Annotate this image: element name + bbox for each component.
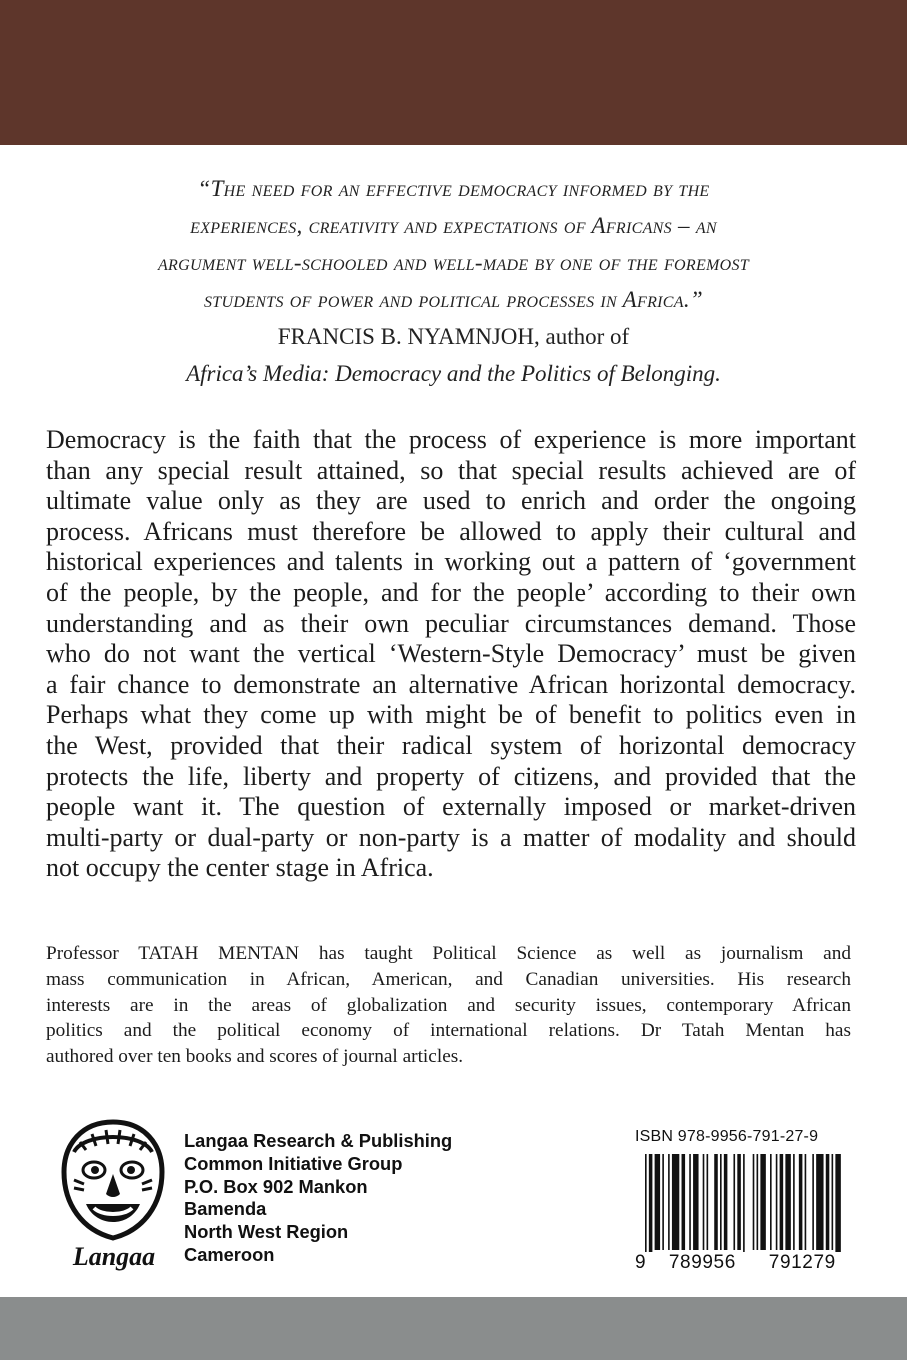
barcode-bar [693,1154,698,1250]
publisher-line: P.O. Box 902 Mankon [184,1175,368,1197]
barcode-bar [812,1154,814,1250]
publisher-line: North West Region [184,1221,349,1243]
quote-line: argument well-schooled and well-made by one of the foremost [157,250,750,275]
barcode-bar [714,1154,718,1250]
quote-attribution: FRANCIS B. NYAMNJOH, author of [277,324,630,349]
bio-line: politics and the political economy of international relations. Dr Tatah Mentan has [46,1020,851,1042]
description-line: not occupy the center stage in Africa. [46,853,434,883]
endorsement-quote [40,170,867,392]
barcode-bar [832,1154,834,1250]
publisher-line: Langaa Research & Publishing [184,1130,453,1151]
barcode-bar [724,1154,728,1250]
description-line: process. Africans must therefore be allowed to apply their cultural and [46,516,856,546]
barcode-bar [816,1154,823,1250]
barcode-digit-group-left: 789956 [668,1252,736,1273]
publisher-line: Bamenda [184,1198,267,1220]
barcode-bar [799,1154,803,1250]
barcode-bar [733,1154,735,1250]
description-line: historical experiences and talents in working out a pattern of ‘government [46,547,856,577]
publisher-logo [52,1118,174,1278]
publisher-line: Cameroon [184,1243,275,1265]
barcode-bar [655,1154,660,1250]
author-bio [46,941,851,1070]
barcode-bar [668,1154,670,1250]
bio-line: Professor TATAH MENTAN has taught Political Science as well as journalism and [46,943,851,964]
barcode-bar [689,1154,691,1250]
barcode-digit-group-right: 791279 [768,1252,836,1273]
barcode-bar [737,1154,741,1250]
barcode-bar [835,1154,840,1262]
barcode-bar [785,1154,790,1250]
description-line: the West, provided that their radical system of horizontal democracy [46,730,856,760]
publisher-address [184,1130,452,1267]
barcode-bar [780,1154,784,1250]
barcode-bar [703,1154,705,1250]
barcode-bar [743,1154,745,1262]
isbn-label: ISBN 978-9956-791-27-9 [635,1128,819,1145]
barcode-bar [753,1154,755,1250]
barcode-bar [645,1154,647,1262]
description-line: Perhaps what they come up with might be of benefit to politics even in [46,700,856,730]
bio-line: interests are in the areas of globalization and security issues, contemporary African [46,994,851,1016]
quote-line: students of power and political processes in Africa.” [204,287,703,312]
barcode-bar [720,1154,722,1250]
barcode-digit-first: 9 [635,1252,647,1273]
barcode-bar [757,1154,759,1250]
description-line: than any special result attained, so that special results achieved are of [46,455,856,485]
quote-line: “The need for an effective democracy informed by the [197,176,710,201]
quote-source-work: Africa’s Media: Democracy and the Politics of Belonging. [186,361,721,386]
quote-line: experiences, creativity and expectations of Africans – an [190,213,717,238]
description-line: Democracy is the faith that the process of experience is more important [46,425,856,454]
description-line: of the people, by the people, and for the people’ according to their own [46,577,856,607]
description-line: who do not want the vertical ‘Western-Style Democracy’ must be given [46,639,856,669]
book-description [46,425,856,884]
description-line: multi-party or dual-party or non-party is a matter of modality and should [46,822,856,852]
description-line: protects the life, liberty and property of citizens, and provided that the [46,761,856,791]
description-line: people want it. The question of externally imposed or market-driven [46,792,856,822]
barcode-bar [707,1154,709,1250]
bio-line: mass communication in African, American, and Canadian universities. His research [46,968,851,990]
mask-face-icon [52,1118,174,1246]
barcode-bar [793,1154,795,1250]
barcode-bar [805,1154,807,1250]
bottom-color-band [0,1297,907,1360]
description-line: a fair chance to demonstrate an alternative African horizontal democracy. [46,669,856,699]
barcode-bar [682,1154,686,1250]
barcode-bar [760,1154,765,1250]
publisher-line: Common Initiative Group [184,1152,403,1174]
top-color-band [0,0,907,145]
barcode-icon [645,1154,845,1262]
description-line: understanding and as their own peculiar circumstances demand. Those [46,608,856,638]
barcode-bar [672,1154,679,1250]
barcode-bar [662,1154,664,1250]
bio-line: authored over ten books and scores of journal articles. [46,1046,464,1068]
barcode-digits [635,1252,845,1274]
barcode-bar [826,1154,830,1250]
isbn-block [635,1128,845,1273]
barcode-bar [776,1154,778,1250]
barcode-bar [649,1154,653,1262]
barcode-bar [770,1154,772,1250]
logo-text: Langaa [72,1242,156,1271]
description-line: ultimate value only as they are used to enrich and order the ongoing [46,486,856,516]
